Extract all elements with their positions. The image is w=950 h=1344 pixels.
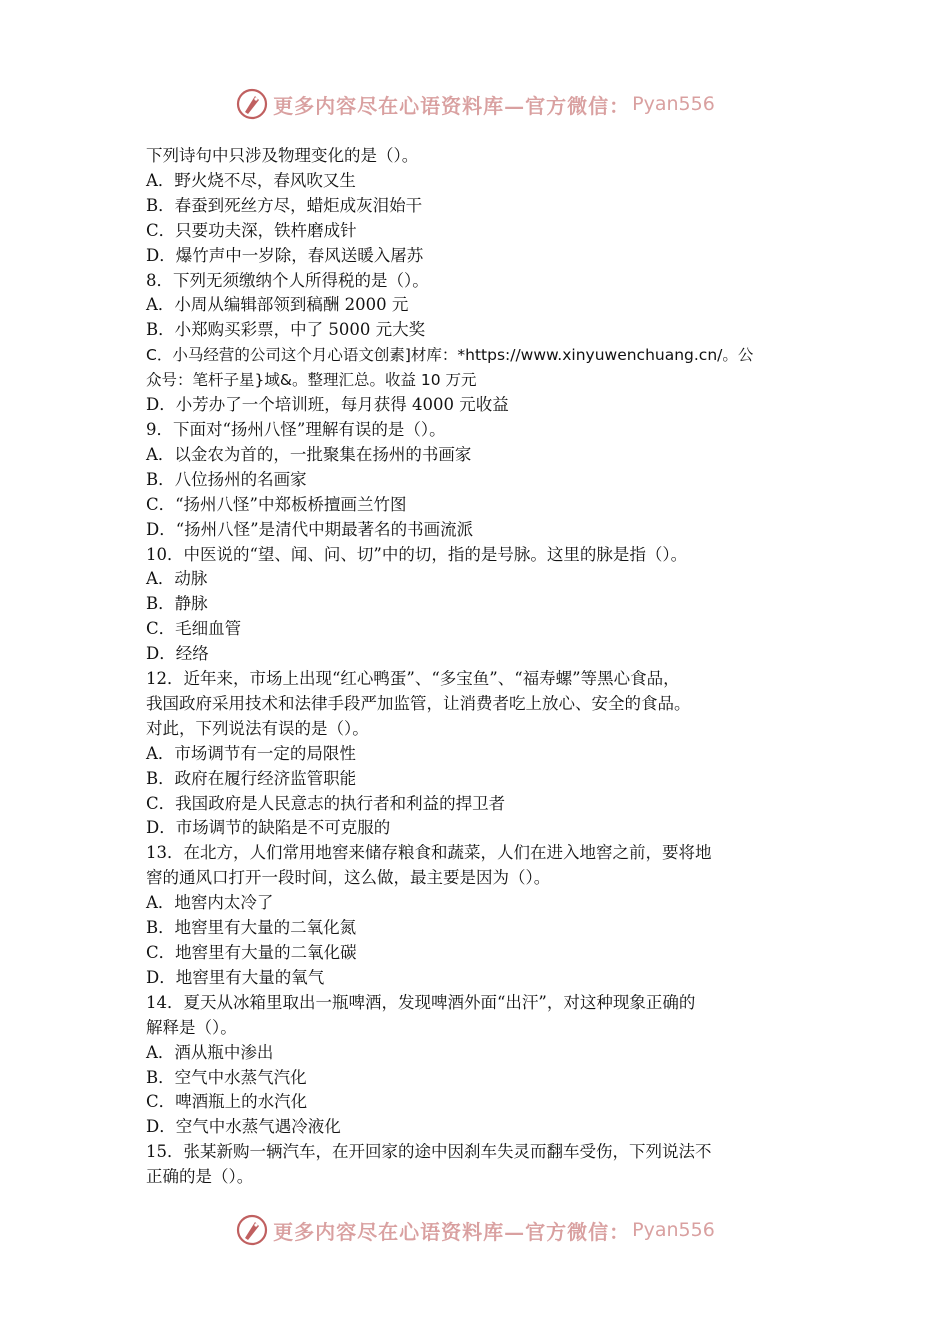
banner-text: 更多内容尽在心语资料库—官方微信：: [273, 1219, 631, 1244]
text-line: 解释是（）。: [146, 1017, 237, 1037]
text-line: D．市场调节的缺陷是不可克服的: [146, 818, 391, 838]
text-line: B．空气中水蒸气汽化: [146, 1067, 307, 1087]
text-line: 我国政府采用技术和法律手段严加监管，让消费者吃上放心、安全的食品。: [146, 693, 691, 713]
text-line: 下列诗句中只涉及物理变化的是（）。: [146, 146, 419, 165]
text-line: 8．下列无须缴纳个人所得税的是（）。: [146, 270, 429, 290]
text-line: 12．近年来，市场上出现“红心鸭蛋”、“多宝鱼”、“福寿螺”等黑心食品，: [146, 669, 680, 689]
text-line: B．政府在履行经济监管职能: [146, 768, 357, 788]
text-line: 正确的是（）。: [146, 1167, 254, 1187]
text-line: B．静脉: [146, 594, 208, 614]
text-line: D．爆竹声中一岁除，春风送暖入屠苏: [146, 245, 424, 265]
text-line: A．地窖内太冷了: [146, 893, 274, 913]
text-line: 15．张某新购一辆汽车，在开回家的途中因刹车失灵而翻车受伤，下列说法不: [146, 1142, 712, 1162]
text-line: 13．在北方，人们常用地窖来储存粮食和蔬菜，人们在进入地窖之前，要将地: [146, 843, 712, 863]
text-line: C．啤酒瓶上的水汽化: [146, 1092, 308, 1112]
text-line: C．毛细血管: [146, 619, 242, 639]
text-line: C．小马经营的公司这个月心语文创素]材库：*https://www.xinyuwenchuang.cn/。公: [146, 346, 754, 365]
pen-nib-icon: [235, 87, 269, 121]
text-line: D．“扬州八怪”是清代中期最著名的书画流派: [146, 519, 474, 539]
text-line: 众号：笔杆子星}域&。整理汇总。收益 10 万元: [146, 371, 477, 390]
document-body: [146, 144, 816, 1190]
text-line: C．“扬州八怪”中郑板桥擅画兰竹图: [146, 494, 407, 514]
text-line: C．只要功夫深，铁杵磨成针: [146, 220, 357, 240]
text-line: C．地窖里有大量的二氧化碳: [146, 943, 357, 962]
footer-banner: [0, 1210, 950, 1250]
text-line: 10．中医说的“望、闻、问、切”中的切，指的是号脉。这里的脉是指（）。: [146, 544, 688, 564]
text-line: D．经络: [146, 644, 209, 664]
text-line: D．小芳办了一个培训班，每月获得 4000 元收益: [146, 395, 509, 415]
text-line: A．野火烧不尽，春风吹又生: [146, 170, 356, 190]
text-line: 窖的通风口打开一段时间，这么做，最主要是因为（）。: [146, 868, 551, 888]
text-line: A．酒从瓶中渗出: [146, 1042, 274, 1062]
header-banner: [0, 84, 950, 124]
text-line: B．春蚕到死丝方尽，蜡炬成灰泪始干: [146, 195, 423, 215]
text-line: D．地窖里有大量的氧气: [146, 967, 325, 987]
text-line: A．小周从编辑部领到稿酬 2000 元: [146, 295, 409, 315]
text-line: D．空气中水蒸气遇冷液化: [146, 1117, 341, 1137]
text-line: 9．下面对“扬州八怪”理解有误的是（）。: [146, 419, 446, 439]
pen-nib-icon: [235, 1213, 269, 1247]
text-line: B．小郑购买彩票，中了 5000 元大奖: [146, 320, 426, 340]
banner-wechat-id: Pyan556: [632, 93, 715, 115]
text-line: A．动脉: [146, 569, 208, 589]
text-line: 对此，下列说法有误的是（）。: [146, 718, 369, 738]
text-line: B．八位扬州的名画家: [146, 469, 307, 489]
text-line: C．我国政府是人民意志的执行者和利益的捍卫者: [146, 793, 506, 813]
text-line: B．地窖里有大量的二氧化氮: [146, 918, 357, 938]
banner-text: 更多内容尽在心语资料库—官方微信：: [273, 93, 631, 118]
text-line: 14．夏天从冰箱里取出一瓶啤酒，发现啤酒外面“出汗”，对这种现象正确的: [146, 992, 696, 1012]
banner-wechat-id: Pyan556: [632, 1219, 715, 1241]
text-line: A．以金农为首的，一批聚集在扬州的书画家: [146, 444, 472, 464]
text-line: A．市场调节有一定的局限性: [146, 743, 356, 763]
